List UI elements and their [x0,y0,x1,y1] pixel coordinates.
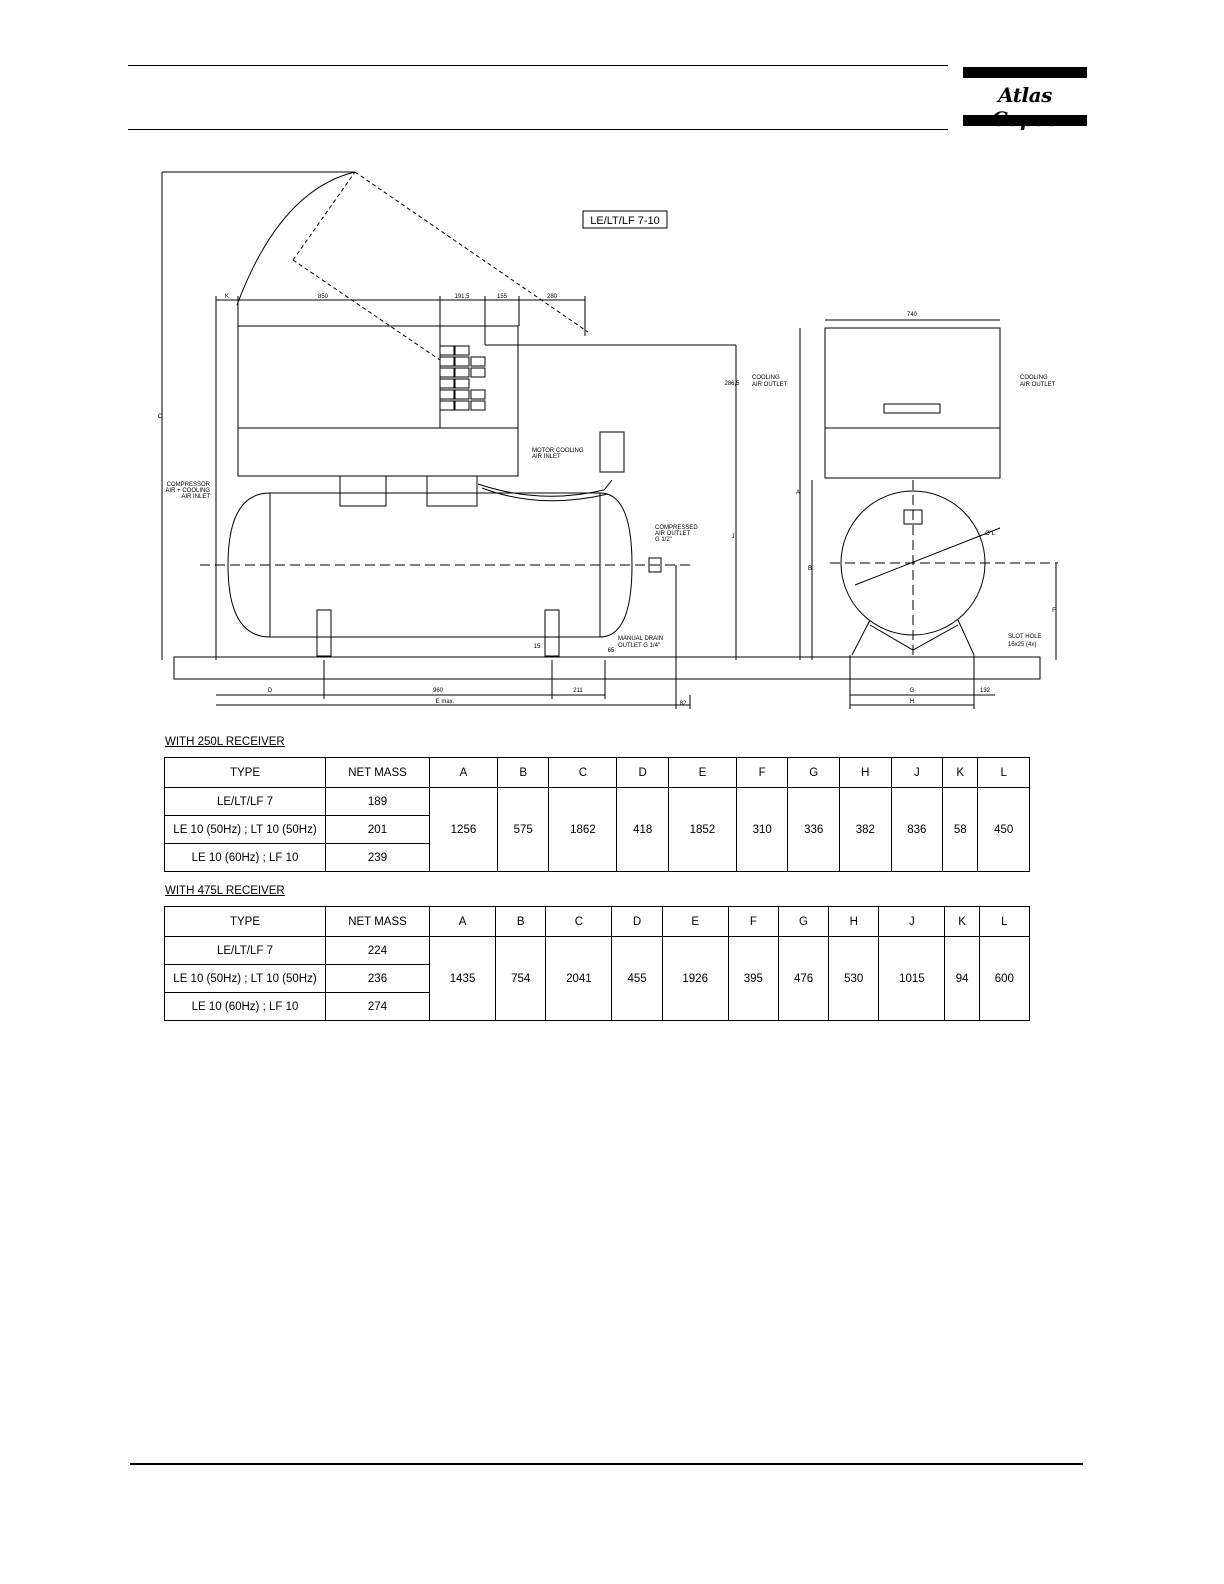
compressed-outlet-line-2: AIR OUTLET [655,531,691,537]
dim-line-l [855,528,1000,585]
dim-286-label: 286,5 [724,381,740,387]
cell-dim-k: 58 [943,788,978,872]
table-475l-caption: WITH 475L RECEIVER [165,885,285,897]
cell-dim-f: 310 [736,788,788,872]
slot-hole-line-2: 16x25 (4x) [1008,642,1037,648]
dim-155-label: 155 [496,294,508,300]
cell-dim-j: 836 [891,788,943,872]
table-row [165,788,1030,816]
compressor-inlet-line-1: COMPRESSOR [166,482,210,488]
cell-type: LE 10 (50Hz) ; LT 10 (50Hz) [165,816,326,844]
footer-rule [130,1463,1083,1465]
logo-bar-bottom [963,115,1087,126]
dim-k-label: K [224,294,230,300]
cell-mass: 224 [326,937,430,965]
cell-type: LE/LT/LF 7 [165,788,326,816]
dim-280-label: 280 [546,294,558,300]
cooling-outlet-left-1: COOLING [752,375,780,381]
header-h: H [840,758,892,788]
table-header-row [165,758,1030,788]
header-a: A [430,907,496,937]
vent-grille [440,346,485,410]
side-handle [884,404,940,413]
side-canopy [825,328,1000,478]
cell-mass: 201 [326,816,430,844]
header-d: D [617,758,669,788]
spec-table-250l [164,757,1030,872]
compressor-mount [427,476,477,506]
dim-850-label: 850 [317,294,329,300]
header-j: J [879,907,945,937]
compressor-inlet-line-3: AIR INLET [181,494,210,500]
compressor-mount [340,476,386,506]
header-g: G [788,758,840,788]
cell-dim-k: 94 [945,937,979,1021]
dim-191-label: 191,5 [454,294,470,300]
header-type: TYPE [165,907,326,937]
header-d: D [612,907,662,937]
slot-hole-line-1: SLOT HOLE [1008,634,1042,640]
cell-dim-d: 455 [612,937,662,1021]
cell-dim-d: 418 [617,788,669,872]
cell-type: LE 10 (50Hz) ; LT 10 (50Hz) [165,965,326,993]
logo-bar-top [963,67,1087,78]
spec-table-475l [164,906,1030,1021]
motor-box [600,432,624,472]
cell-mass: 239 [326,844,430,872]
brand-wordmark: Atlas [998,83,1052,107]
compressed-outlet-line-3: G 1/2" [655,537,672,543]
cell-dim-b: 754 [496,937,546,1021]
header-h: H [829,907,879,937]
header-l: L [979,907,1029,937]
cooling-outlet-right-2: AIR OUTLET [1020,382,1056,388]
dim-c-letter: C [157,414,163,420]
cell-dim-h: 530 [829,937,879,1021]
cell-type: LE 10 (60Hz) ; LF 10 [165,993,326,1021]
table-header-row [165,907,1030,937]
header-net-mass: NET MASS [326,758,430,788]
cell-mass: 189 [326,788,430,816]
dim-132-label: 132 [979,688,991,694]
tank-leg-left [317,610,331,656]
dim-j-letter: J [731,534,735,540]
cooling-outlet-right-1: COOLING [1020,375,1048,381]
compressor-inlet-line-2: AIR + COOLING [165,488,210,494]
cell-dim-a: 1256 [430,788,498,872]
motor-cooling-line-1: MOTOR COOLING [532,448,584,454]
dim-65-label: 65 [607,648,615,654]
table-row [165,937,1030,965]
header-type: TYPE [165,758,326,788]
header-e: E [668,758,736,788]
hose [482,488,608,501]
brand-logo [963,67,1087,126]
dim-b-letter: B [807,566,813,572]
cell-type: LE/LT/LF 7 [165,937,326,965]
dim-82-label: 82 [679,701,687,707]
dim-211-label: 211 [573,688,583,694]
header-e: E [662,907,728,937]
dim-740-label: 740 [906,312,918,318]
header-rule-bottom [128,129,948,130]
technical-drawing [155,165,1065,715]
header-b: B [496,907,546,937]
cooling-outlet-left-2: AIR OUTLET [752,382,788,388]
header-c: C [549,758,617,788]
floor-slab [174,657,1040,679]
dim-15-label: 15 [533,644,541,650]
header-a: A [430,758,498,788]
model-label: LE/LT/LF 7-10 [590,215,660,227]
header-b: B [497,758,549,788]
motor-cooling-line-2: AIR INLET [532,454,561,460]
cell-dim-l: 450 [978,788,1030,872]
cell-dim-g: 476 [778,937,828,1021]
dim-g-label: G [909,688,915,694]
cell-dim-h: 382 [840,788,892,872]
header-k: K [945,907,979,937]
compressed-outlet-line-1: COMPRESSED [655,525,698,531]
dim-a-letter: A [795,490,801,496]
cell-dim-f: 395 [728,937,778,1021]
header-j: J [891,758,943,788]
header-g: G [778,907,828,937]
header-l: L [978,758,1030,788]
cell-mass: 274 [326,993,430,1021]
header-k: K [943,758,978,788]
dim-h-label: H [909,699,915,705]
cell-mass: 236 [326,965,430,993]
cell-dim-e: 1926 [662,937,728,1021]
tank-leg-right [545,610,559,656]
manual-drain-line-2: OUTLET G 1/4" [618,643,661,649]
cell-dim-g: 336 [788,788,840,872]
header-f: F [728,907,778,937]
cell-dim-c: 2041 [546,937,612,1021]
dim-e-label: E max. [435,699,455,705]
dim-d-label: D [267,688,273,694]
manual-drain-line-1: MANUAL DRAIN [618,636,664,642]
header-rule-top [128,65,948,66]
door-swing-arc [237,172,355,305]
cell-dim-b: 575 [497,788,549,872]
dim-f-letter: F [1052,608,1056,614]
table-250l-caption: WITH 250L RECEIVER [165,736,285,748]
cell-type: LE 10 (60Hz) ; LF 10 [165,844,326,872]
header-net-mass: NET MASS [326,907,430,937]
cell-dim-c: 1862 [549,788,617,872]
header-c: C [546,907,612,937]
header-f: F [736,758,788,788]
cell-dim-j: 1015 [879,937,945,1021]
cell-dim-l: 600 [979,937,1029,1021]
cell-dim-a: 1435 [430,937,496,1021]
dim-l-letter: Ø L [985,531,995,537]
cell-dim-e: 1852 [668,788,736,872]
dim-960-label: 960 [432,688,444,694]
